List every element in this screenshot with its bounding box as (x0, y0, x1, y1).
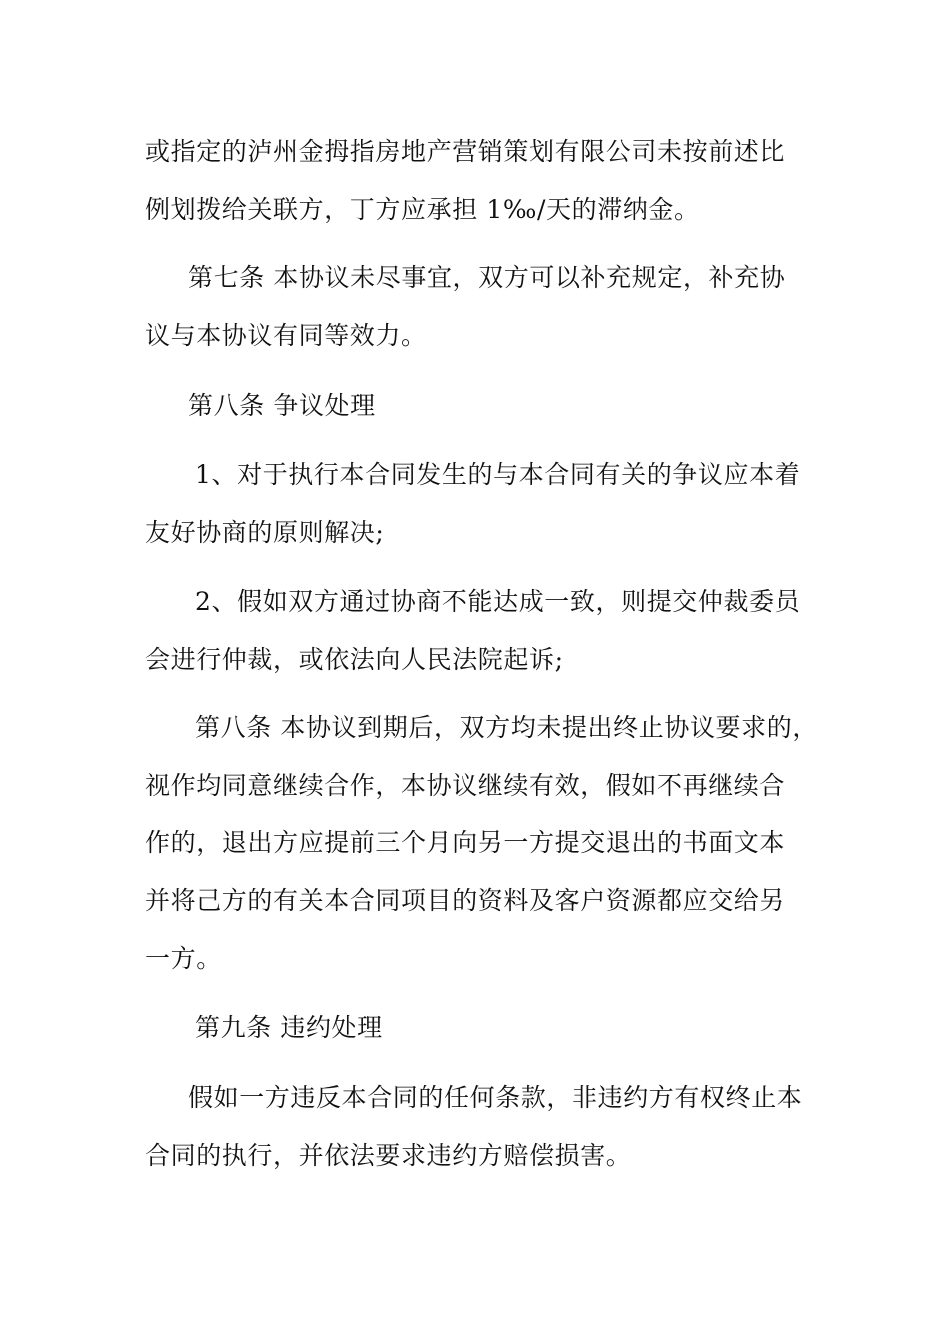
text-line: 议与本协议有同等效力。 (145, 321, 427, 350)
text-line: 例划拨给关联方，丁方应承担 1‰/天的滞纳金。 (145, 195, 700, 224)
text-line: 会进行仲裁，或依法向人民法院起诉; (145, 645, 564, 674)
clause-1-line: 1、对于执行本合同发生的与本合同有关的争议应本着 (195, 460, 801, 489)
article-8-heading: 第八条 争议处理 (188, 391, 376, 420)
text-line: 或指定的泸州金拇指房地产营销策划有限公司未按前述比 (145, 137, 786, 166)
article-7-line: 第七条 本协议未尽事宜，双方可以补充规定，补充协 (188, 263, 786, 292)
text-line: 并将己方的有关本合同项目的资料及客户资源都应交给另 (145, 886, 786, 915)
article-8b-line: 第八条 本协议到期后，双方均未提出终止协议要求的， (195, 713, 818, 742)
text-line: 合同的执行，并依法要求违约方赔偿损害。 (145, 1141, 632, 1170)
text-line: 视作均同意继续合作，本协议继续有效，假如不再继续合 (145, 771, 786, 800)
article-9-heading: 第九条 违约处理 (195, 1013, 383, 1042)
text-line: 假如一方违反本合同的任何条款，非违约方有权终止本 (188, 1083, 803, 1112)
text-line: 作的，退出方应提前三个月向另一方提交退出的书面文本 (145, 828, 786, 857)
text-line: 一方。 (145, 944, 222, 973)
text-line: 友好协商的原则解决; (145, 518, 385, 547)
clause-2-line: 2、假如双方通过协商不能达成一致，则提交仲裁委员 (195, 587, 801, 616)
